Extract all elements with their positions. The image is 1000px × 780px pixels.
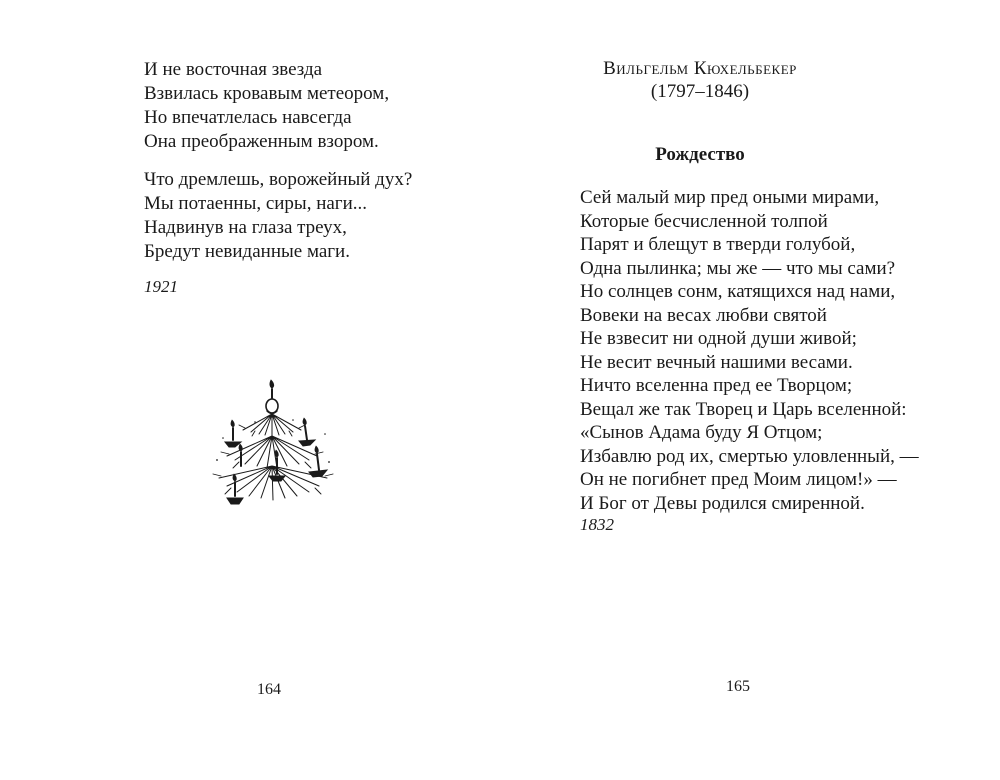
poem-line: Взвилась кровавым метеором,	[144, 83, 390, 104]
author-name: Вильгельм Кюхельбекер	[603, 58, 797, 79]
poem-line: Ничто вселенна пред ее Творцом;	[580, 375, 853, 396]
poem-line: Она преображенным взором.	[144, 131, 379, 152]
poem-line: Которые бесчисленной толпой	[580, 210, 828, 232]
poem-line: Сей малый мир пред оными мирами,	[580, 187, 880, 208]
right-page	[500, 0, 1000, 780]
poem-line: Вовеки на весах любви святой	[580, 304, 827, 326]
christmas-tree-candles-icon	[205, 378, 345, 518]
poem-line: Вещал же так Творец и Царь вселенной:	[580, 398, 907, 420]
poem-line: Парят и блещут в тверди голубой,	[580, 234, 856, 255]
poem-line: Одна пылинка; мы же — что мы сами?	[580, 257, 896, 279]
poem-stanza-1	[144, 58, 389, 154]
poem-line: И Бог от Девы родился смиренной.	[580, 492, 865, 514]
page-number: 164	[257, 681, 281, 698]
poem-date: 1832	[580, 515, 614, 534]
poem-title: Рождество	[655, 144, 745, 165]
poem-line: И не восточная звезда	[144, 59, 323, 80]
poem-line: Но впечатлелась навсегда	[144, 107, 352, 128]
poem-line: Но солнцев сонм, катящихся над нами,	[580, 281, 896, 302]
author-years: (1797–1846)	[650, 81, 750, 102]
poem-line: Бредут невиданные маги.	[144, 241, 350, 262]
poem-line: «Сынов Адама буду Я Отцом;	[580, 422, 823, 443]
poem-line: Он не погибнет пред Моим лицом!» —	[580, 469, 897, 490]
poem-line: Мы потаенны, сиры, наги...	[144, 193, 368, 214]
poem-line: Не весит вечный нашими весами.	[580, 351, 853, 373]
poem-stanza-2	[144, 168, 412, 264]
poem-line: Надвинув на глаза треух,	[144, 217, 347, 238]
poem-line: Не взвесит ни одной души живой;	[580, 328, 857, 349]
poem-line: Избавлю род их, смертью уловленный, —	[580, 445, 919, 467]
poem-body	[580, 186, 919, 515]
poem-date: 1921	[144, 277, 178, 296]
poem-line: Что дремлешь, ворожейный дух?	[144, 169, 413, 190]
page-number: 165	[726, 678, 750, 695]
